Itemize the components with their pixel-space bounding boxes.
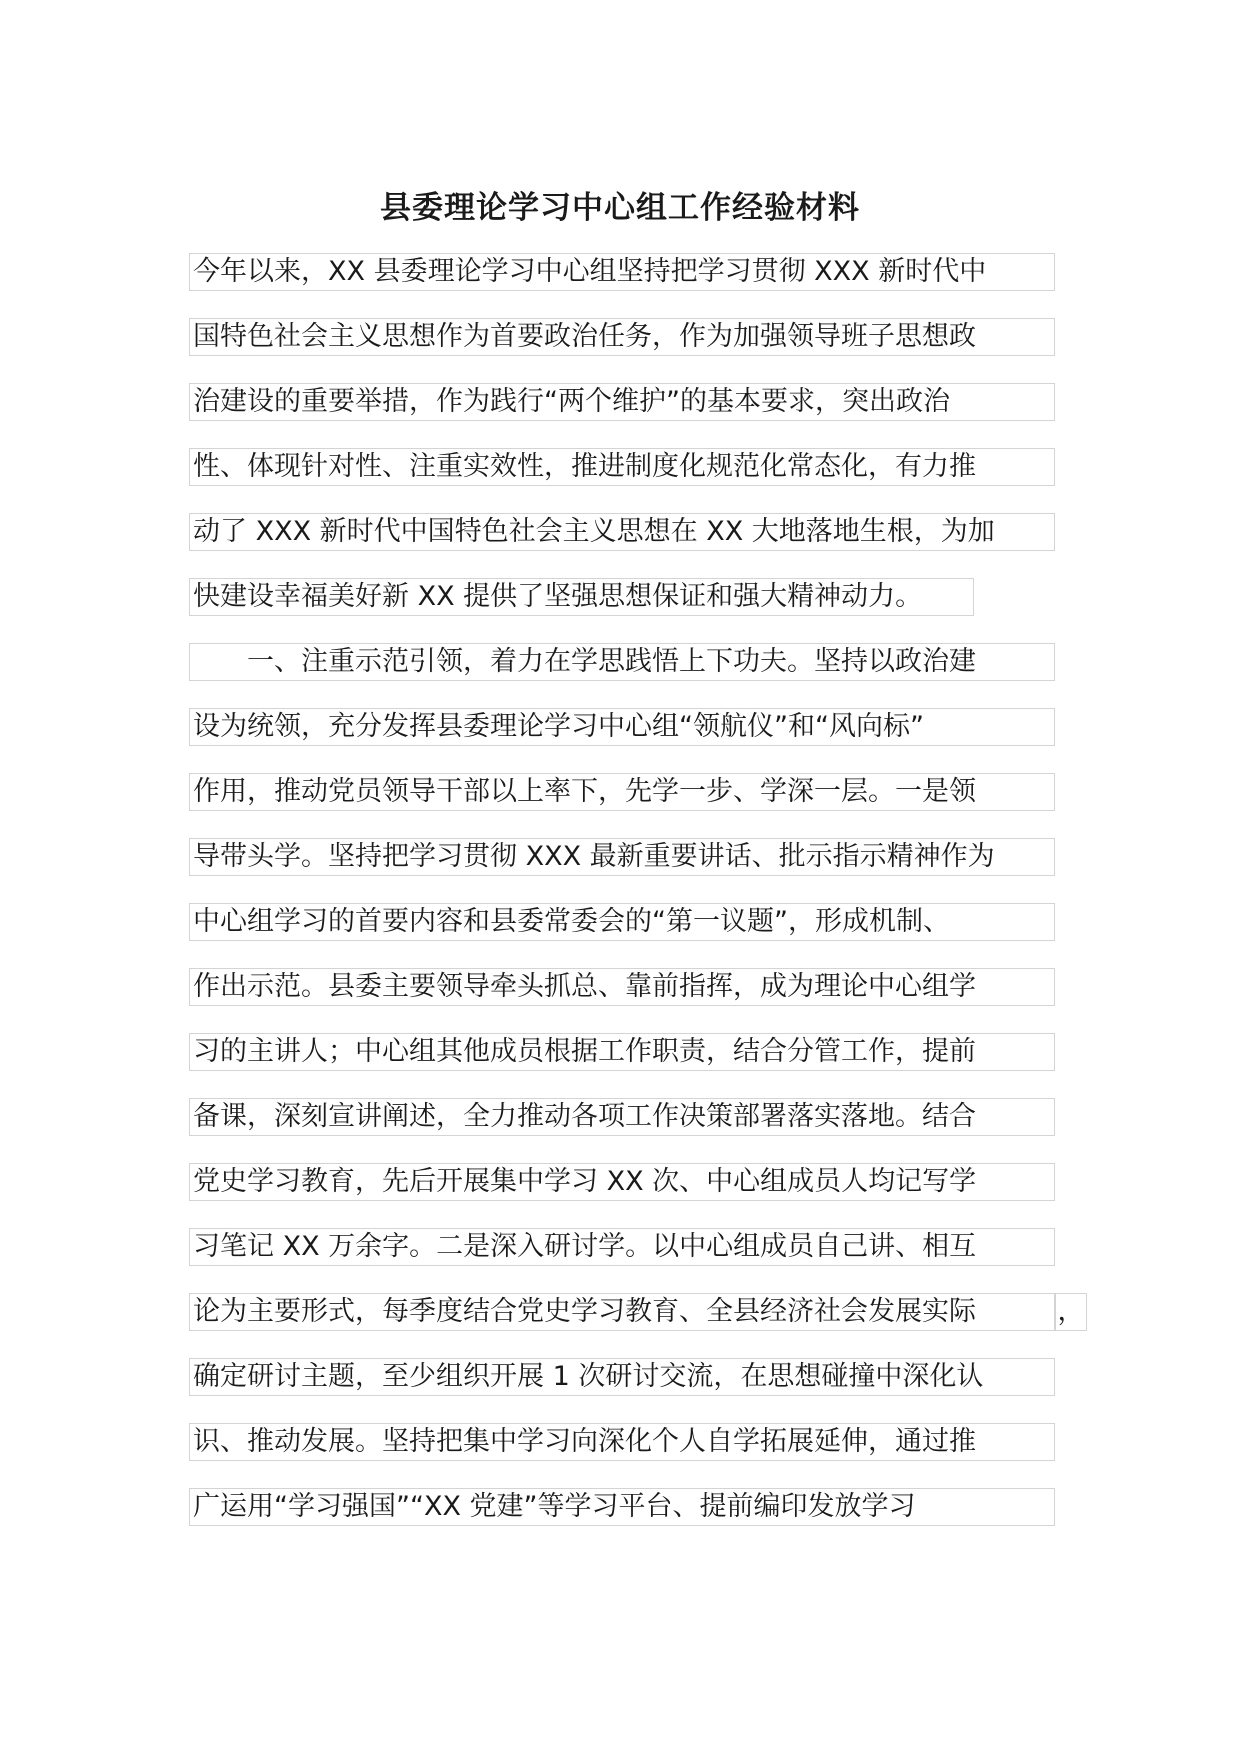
text-line	[189, 1095, 1059, 1160]
text-line-content: 习笔记 XX 万余字。二是深入研讨学。以中心组成员自己讲、相互	[189, 1228, 1055, 1266]
text-line	[189, 380, 1059, 445]
text-line	[189, 1225, 1059, 1290]
text-line	[189, 1290, 1085, 1355]
text-line-content: 快建设幸福美好新 XX 提供了坚强思想保证和强大精神动力。	[189, 578, 974, 616]
text-line-content: 党史学习教育，先后开展集中学习 XX 次、中心组成员人均记写学	[189, 1163, 1055, 1201]
text-line	[189, 1160, 1059, 1225]
text-line-content: 今年以来，XX 县委理论学习中心组坚持把学习贯彻 XXX 新时代中	[189, 253, 1055, 291]
text-line-content: 性、体现针对性、注重实效性，推进制度化规范化常态化，有力推	[189, 448, 1055, 486]
text-line	[189, 770, 1059, 835]
text-line-content: 习的主讲人；中心组其他成员根据工作职责，结合分管工作，提前	[189, 1033, 1055, 1071]
text-line-content: 中心组学习的首要内容和县委常委会的“第一议题”，形成机制、	[189, 903, 1055, 941]
text-line-content: 识、推动发展。坚持把集中学习向深化个人自学拓展延伸，通过推	[189, 1423, 1055, 1461]
text-line	[189, 1485, 1059, 1550]
document-body	[189, 250, 1085, 1550]
text-line-content: 动了 XXX 新时代中国特色社会主义思想在 XX 大地落地生根，为加	[189, 513, 1055, 551]
text-line	[189, 445, 1059, 510]
text-line	[189, 835, 1059, 900]
text-line-content: 备课，深刻宣讲阐述，全力推动各项工作决策部署落实落地。结合	[189, 1098, 1055, 1136]
document-title: 县委理论学习中心组工作经验材料	[380, 190, 860, 226]
text-line-content: 导带头学。坚持把学习贯彻 XXX 最新重要讲话、批示指示精神作为	[189, 838, 1055, 876]
paragraph-heading-line: 一、注重示范引领，着力在学思践悟上下功夫。坚持以政治建	[189, 643, 1055, 681]
text-line	[189, 1030, 1059, 1095]
text-line-content: 治建设的重要举措，作为践行“两个维护”的基本要求，突出政治	[189, 383, 1055, 421]
text-line	[189, 315, 1059, 380]
text-line	[189, 1355, 1059, 1420]
text-line-content: 国特色社会主义思想作为首要政治任务，作为加强领导班子思想政	[189, 318, 1055, 356]
text-line-content: 广运用“学习强国”“XX 党建”等学习平台、提前编印发放学习	[189, 1488, 1055, 1526]
text-line	[189, 705, 1059, 770]
text-line	[189, 575, 1059, 640]
text-line	[189, 640, 1059, 705]
text-line-content: 论为主要形式，每季度结合党史学习教育、全县经济社会发展实际	[189, 1293, 1055, 1331]
text-line	[189, 900, 1059, 965]
text-line	[189, 250, 1059, 315]
trailing-punctuation: ，	[1055, 1293, 1087, 1331]
text-line	[189, 965, 1059, 1030]
text-line-content: 作用，推动党员领导干部以上率下，先学一步、学深一层。一是领	[189, 773, 1055, 811]
text-line-content: 确定研讨主题，至少组织开展 1 次研讨交流，在思想碰撞中深化认	[189, 1358, 1055, 1396]
text-line-content: 作出示范。县委主要领导牵头抓总、靠前指挥，成为理论中心组学	[189, 968, 1055, 1006]
text-line-content: 设为统领，充分发挥县委理论学习中心组“领航仪”和“风向标”	[189, 708, 1055, 746]
text-line	[189, 1420, 1059, 1485]
text-line	[189, 510, 1059, 575]
